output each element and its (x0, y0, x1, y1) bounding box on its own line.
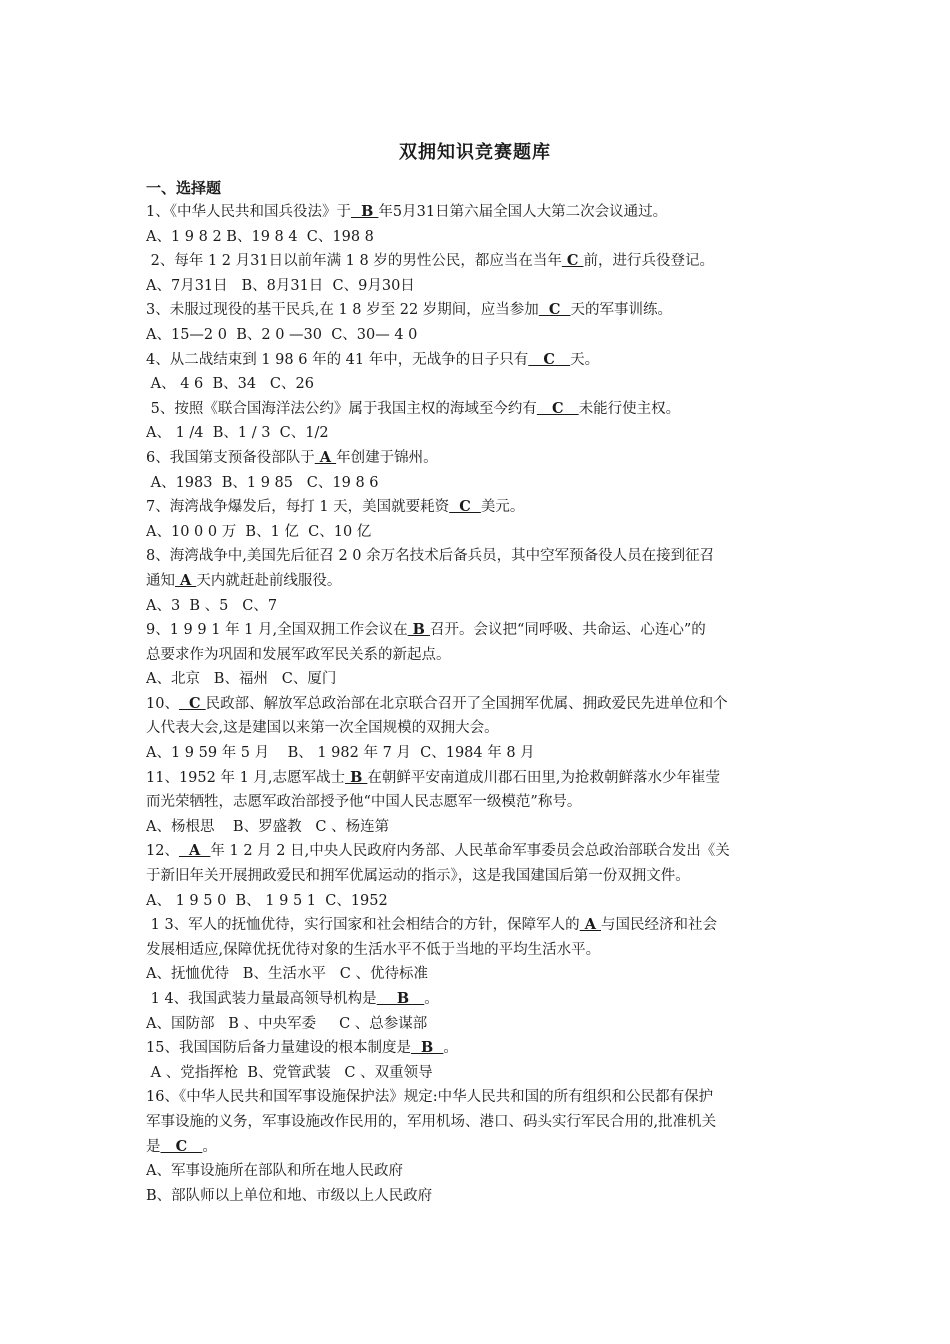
text-line (146, 397, 814, 422)
line-text: 1、《中华人民共和国兵役法》于 (146, 204, 351, 220)
text-line (146, 446, 814, 471)
line-text: 3、未服过现役的基干民兵,在 1 8 岁至 22 岁期间，应当参加 (146, 302, 539, 319)
line-text: 。 (202, 1138, 217, 1155)
line-text: 1 3、军人的抚恤优待，实行国家和社会相结合的方针，保障军人的 (146, 917, 580, 934)
line-text: 前，进行兵役登记。 (583, 253, 714, 270)
text-line: 16、《中华人民共和国军事设施保护法》规定:中华人民共和国的所有组织和公民都有保护 (146, 1089, 714, 1106)
text-line (146, 766, 814, 791)
text-line: B、部队师以上单位和地、市级以上人民政府 (146, 1187, 433, 1204)
text-line: 军事设施的义务，军事设施改作民用的，军用机场、港口、码头实行军民合用的,批准机关 (146, 1113, 717, 1130)
answer-blank: A (314, 448, 337, 466)
answer-blank: B (350, 203, 379, 220)
line-text: 5、按照《联合国海洋法公约》属于我国主权的海域至今约有 (146, 400, 537, 417)
text-line (146, 249, 814, 274)
line-text: 。 (424, 991, 439, 1007)
line-text: 12、 (146, 843, 179, 860)
text-line: 于新旧年关开展拥政爱民和拥军优属运动的指示》，这是我国建国后第一份双拥文件。 (146, 868, 690, 885)
line-text: 。 (443, 1040, 458, 1057)
text-line: A、1 9 8 2 B、19 8 4 C、198 8 (146, 228, 374, 245)
answer-blank: C (178, 694, 206, 712)
text-line: A、3 B 、5 C、7 (146, 597, 278, 614)
text-line: 总要求作为巩固和发展军政军民关系的新起点。 (146, 646, 451, 663)
answer-blank: B (407, 621, 430, 639)
answer-blank: B (376, 990, 425, 1007)
line-text: 美元。 (480, 499, 525, 516)
line-text: 与国民经济和社会 (601, 917, 718, 934)
text-line: A、1 9 59 年 5 月 B、 1 982 年 7 月 C、1984 年 8 月 (146, 745, 535, 762)
text-line: A、 1 9 5 0 B、 1 9 5 1 C、1952 (146, 892, 388, 909)
text-line (146, 298, 814, 323)
text-line: A、10 0 0 万 B、1 亿 C、10 亿 (146, 523, 372, 540)
text-line: 人代表大会,这是建国以来第一次全国规模的双拥大会。 (146, 720, 499, 737)
line-text: 召开。会议把“同呼吸、共命运、心连心”的 (429, 622, 706, 639)
line-text: 10、 (146, 695, 179, 712)
line-text: 天的军事训练。 (570, 302, 673, 319)
section-heading: 一、选择题 (146, 179, 222, 197)
text-line (146, 987, 814, 1012)
text-line: 8、海湾战争中,美国先后征召 2 0 余万名技术后备兵员，其中空军预备役人员在接到征召 (146, 548, 715, 565)
line-text: 11、1952 年 1 月,志愿军战士 (146, 769, 346, 786)
line-text: 是 (146, 1138, 161, 1155)
line-text: 通知 (146, 572, 175, 589)
text-line: A、军事设施所在部队和所在地人民政府 (146, 1163, 403, 1180)
text-line (146, 913, 814, 938)
text-line: A、抚恤优待 B、生活水平 C 、优待标准 (146, 966, 428, 983)
text-line: A、7月31日 B、8月31日 C、9月30日 (146, 277, 415, 294)
answer-blank: C (449, 498, 481, 516)
line-text: 9、1 9 9 1 年 1 月,全国双拥工作会议在 (146, 622, 408, 639)
question-list (146, 200, 814, 1208)
answer-blank: A (178, 842, 211, 860)
line-text: 6、我国第支预备役部队于 (146, 449, 315, 466)
answer-blank: C (561, 252, 584, 270)
text-line: A、1983 B、1 9 85 C、19 8 6 (146, 474, 379, 491)
text-line: A、北京 B、福州 C、厦门 (146, 671, 337, 688)
text-line: A、杨根思 B、罗盛教 C 、杨连第 (146, 818, 390, 835)
text-line (146, 1036, 814, 1061)
answer-blank: C (160, 1137, 203, 1155)
text-line: A、15—2 0 B、2 0 —30 C、30— 4 0 (146, 326, 418, 343)
line-text: 15、我国国防后备力量建设的根本制度是 (146, 1040, 411, 1057)
text-line (146, 618, 814, 643)
line-text: 天内就赶赴前线服役。 (196, 572, 342, 589)
line-text: 7、海湾战争爆发后，每打 1 天，美国就要耗资 (146, 499, 450, 516)
document-title: 双拥知识竞赛题库 (399, 142, 551, 163)
text-line: A、国防部 B 、中央军委 C 、总参谋部 (146, 1015, 428, 1032)
line-text: 年创建于锦州。 (336, 449, 438, 466)
answer-blank: A (579, 916, 602, 934)
text-line (146, 569, 814, 594)
text-line (146, 839, 814, 864)
line-text: 未能行使主权。 (578, 400, 681, 417)
answer-blank: B (345, 768, 368, 786)
answer-blank: C (536, 399, 579, 417)
text-line (146, 495, 814, 520)
answer-blank: B (410, 1039, 444, 1057)
text-line: 而光荣牺牲，志愿军政治部授予他“中国人民志愿军一级模范”称号。 (146, 794, 582, 811)
line-text: 年 1 2 月 2 日,中央人民政府内务部、人民革命军事委员会总政治部联合发出《关 (210, 843, 730, 860)
text-line: A、 4 6 B、34 C、26 (146, 376, 314, 393)
answer-blank: A (175, 571, 197, 589)
line-text: 4、从二战结束到 1 98 6 年的 41 年中，无战争的日子只有 (146, 351, 529, 368)
line-text: 在朝鲜平安南道成川郡石田里,为抢救朝鲜落水少年崔莹 (367, 769, 720, 786)
text-line (146, 1135, 814, 1160)
line-text: 1 4、我国武装力量最高领导机构是 (146, 991, 377, 1007)
text-line: A 、党指挥枪 B、党管武装 C 、双重领导 (146, 1064, 433, 1081)
line-text: 民政部、解放军总政治部在北京联合召开了全国拥军优属、拥政爱民先进单位和个 (205, 695, 728, 712)
answer-blank: C (538, 301, 571, 319)
line-text: 天。 (570, 351, 600, 368)
text-line: 发展相适应,保障优抚优待对象的生活水平不低于当地的平均生活水平。 (146, 941, 601, 958)
text-line (146, 692, 814, 717)
text-line (146, 348, 814, 373)
line-text: 2、每年 1 2 月31日以前年满 1 8 岁的男性公民，都应当在当年 (146, 253, 562, 270)
text-line: A、 1 /4 B、1 / 3 C、1/2 (146, 425, 329, 442)
text-line (146, 200, 814, 225)
answer-blank: C (528, 350, 571, 368)
line-text: 年5月31日第六届全国人大第二次会议通过。 (378, 204, 668, 220)
